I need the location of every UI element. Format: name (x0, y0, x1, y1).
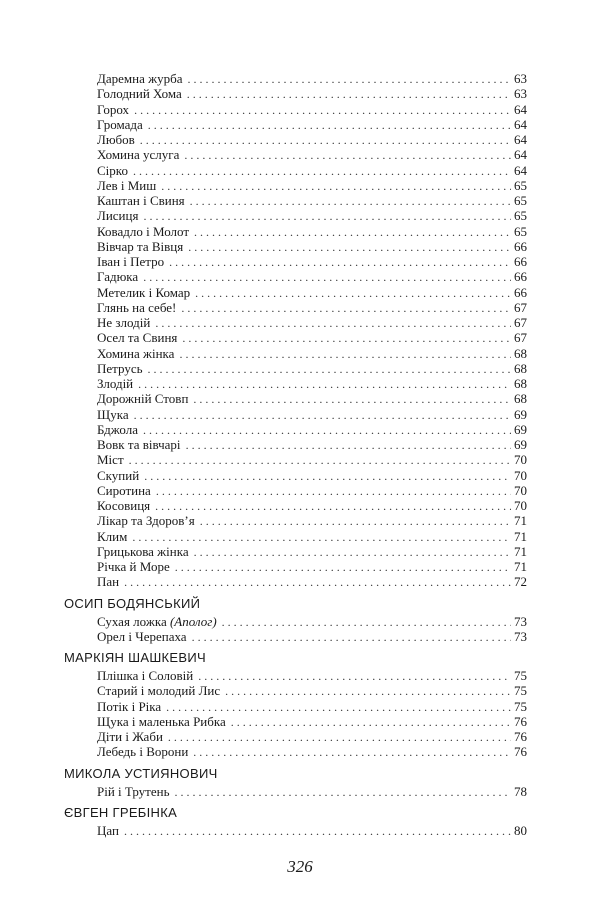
toc-entry-page: 76 (514, 729, 527, 744)
toc-entry-page: 76 (514, 713, 527, 729)
entry-title-text: Горох (97, 101, 130, 117)
dot-leader (144, 469, 511, 484)
entry-title-text: Щука і маленька Рибка (97, 713, 226, 729)
entry-title-text: Цап (97, 822, 119, 838)
toc-entry-page: 67 (514, 315, 527, 330)
toc-entry-title (97, 498, 150, 513)
toc-entry (97, 483, 527, 498)
entry-title-text: Іван і Петро (97, 254, 165, 269)
entry-title-text: Метелик і Комар (97, 284, 191, 300)
toc-entry-title (97, 529, 127, 544)
toc-entry-title (97, 784, 170, 799)
entry-title-text: Злодій (97, 376, 134, 391)
toc-entry (97, 300, 527, 315)
entry-title-text: Лев і Миш (97, 177, 157, 193)
toc-entry-page: 69 (514, 421, 527, 437)
toc-entry-title (97, 422, 138, 437)
toc-entry (97, 559, 527, 574)
toc-entry-title (97, 193, 185, 208)
toc-entry (97, 729, 527, 744)
toc-entry (97, 513, 527, 528)
dot-leader (187, 72, 511, 87)
author-heading: МАРКІЯН ШАШКЕВИЧ (64, 650, 206, 665)
toc-entry-page: 65 (514, 193, 527, 208)
toc-entry-title (97, 376, 133, 391)
toc-entry (97, 193, 527, 208)
toc-entry (97, 269, 527, 284)
toc-entry-title (97, 224, 189, 239)
toc-entry-page: 66 (514, 238, 527, 254)
dot-leader (166, 700, 511, 715)
toc-entry-title (97, 300, 176, 315)
toc-entry (97, 714, 527, 729)
entry-title-text: Вівчар та Вівця (97, 238, 184, 254)
toc-entry-title (97, 147, 179, 162)
toc-entry-title (97, 269, 138, 284)
toc-entry-page: 69 (514, 406, 527, 422)
dot-leader (179, 347, 511, 362)
dot-leader (222, 615, 511, 630)
dot-leader (134, 103, 511, 118)
dot-leader (168, 730, 511, 745)
toc-entry-title (97, 468, 139, 483)
toc-entry-title (97, 823, 119, 838)
dot-leader (187, 87, 511, 102)
toc-entry (97, 376, 527, 391)
toc-entry (97, 346, 527, 361)
dot-leader (155, 499, 511, 514)
dot-leader (175, 560, 511, 575)
toc-entry (97, 823, 527, 838)
dot-leader (148, 362, 511, 377)
entry-title-text: Хомина услуга (97, 147, 180, 163)
entry-title-text: Клим (97, 528, 128, 544)
author-heading: ЄВГЕН ГРЕБІНКА (64, 804, 178, 820)
entry-title-text: Потік і Ріка (97, 698, 162, 714)
toc-entry (97, 683, 527, 698)
toc-entry-page: 68 (514, 345, 527, 361)
toc-entry (97, 361, 527, 376)
toc-entry-title (97, 714, 226, 729)
toc-entry-title (97, 315, 150, 330)
dot-leader (190, 194, 511, 209)
toc-entry-title (97, 361, 143, 376)
toc-entry-title (97, 729, 163, 744)
entry-title-text: Скупий (97, 467, 140, 483)
dot-leader (156, 484, 511, 499)
toc-entry-page: 70 (514, 482, 527, 498)
toc-entry-page: 67 (514, 299, 527, 315)
toc-entry (97, 629, 527, 644)
entry-title-text: Каштан і Свиня (97, 193, 185, 208)
toc-entry-page: 63 (514, 71, 527, 86)
table-of-contents (64, 71, 527, 838)
toc-entry (97, 132, 527, 147)
dot-leader (193, 745, 511, 760)
toc-entry-title (97, 574, 119, 589)
toc-entry (97, 784, 527, 799)
toc-entry-title (97, 285, 190, 300)
entry-title-text: Голодний Хома (97, 86, 182, 102)
page-number: 326 (287, 857, 313, 876)
toc-entry (97, 224, 527, 239)
toc-entry-title (97, 559, 170, 574)
entry-title-text: Плішка і Соловій (97, 668, 194, 683)
dot-leader (148, 118, 511, 133)
entry-title-text: Сухая ложка (97, 613, 167, 629)
toc-entry (97, 178, 527, 193)
toc-entry-title (97, 117, 143, 132)
toc-entry-title (97, 483, 151, 498)
dot-leader (129, 453, 511, 468)
toc-entry-page: 71 (514, 528, 527, 544)
toc-entry-page: 72 (514, 574, 527, 590)
entry-title-text: Даремна журба (97, 71, 183, 86)
entry-title-text: Сиротина (97, 482, 151, 498)
entry-title-text: Гадюка (97, 269, 139, 285)
entry-title-text: Хомина жінка (97, 345, 175, 361)
toc-entry-page: 70 (514, 452, 527, 468)
toc-entry-title (97, 513, 195, 528)
toc-entry-title (97, 163, 128, 178)
dot-leader (143, 270, 511, 285)
toc-entry-title (97, 614, 217, 629)
toc-entry-title (97, 330, 177, 345)
entry-title-text: Лебедь і Ворони (97, 744, 189, 760)
entry-title-text: Сірко (97, 162, 128, 178)
toc-entry-page: 73 (514, 628, 527, 644)
toc-entry-page: 65 (514, 208, 527, 224)
toc-entry-title (97, 132, 135, 147)
dot-leader (195, 286, 511, 301)
toc-entry (97, 102, 527, 117)
toc-entry-page: 63 (514, 86, 527, 102)
entry-title-text: Любов (97, 132, 135, 147)
author-heading: МИКОЛА УСТИЯНОВИЧ (64, 765, 218, 781)
toc-entry (97, 285, 527, 300)
dot-leader (231, 715, 511, 730)
toc-entry-title (97, 744, 188, 759)
toc-entry-title (97, 86, 182, 101)
dot-leader (124, 575, 511, 590)
author-heading: ОСИП БОДЯНСЬКИЙ (64, 595, 201, 611)
toc-entry-page: 66 (514, 269, 527, 285)
toc-entry (97, 468, 527, 483)
toc-entry (97, 544, 527, 559)
toc-entry (97, 529, 527, 544)
toc-entry-title (97, 699, 161, 714)
toc-entry-title (97, 668, 193, 683)
dot-leader (134, 408, 511, 423)
dot-leader (140, 133, 511, 148)
toc-entry-title (97, 346, 174, 361)
toc-entry-title (97, 208, 138, 223)
toc-entry-page: 70 (514, 467, 527, 483)
entry-title-text: Ковадло і Молот (97, 223, 190, 239)
toc-entry (97, 71, 527, 86)
dot-leader (198, 669, 511, 684)
toc-entry (97, 574, 527, 589)
toc-entry-page: 66 (514, 284, 527, 300)
toc-entry-title (97, 683, 220, 698)
dot-leader (132, 530, 511, 545)
toc-entry-title (97, 452, 124, 467)
toc-entry (97, 699, 527, 714)
entry-title-text: Косовиця (97, 498, 151, 513)
toc-entry-page: 80 (514, 822, 527, 838)
toc-entry-page: 78 (514, 783, 527, 799)
entry-title-text: Діти і Жаби (97, 729, 163, 744)
toc-entry-page: 64 (514, 101, 527, 117)
dot-leader (184, 148, 511, 163)
entry-title-text: Орел і Черепаха (97, 628, 187, 644)
dot-leader (193, 392, 511, 407)
toc-entry (97, 86, 527, 101)
entry-title-text: Річка й Море (97, 559, 170, 574)
dot-leader (200, 514, 511, 529)
toc-entry-title (97, 437, 181, 452)
toc-entry-page: 65 (514, 177, 527, 193)
toc-entry (97, 117, 527, 132)
dot-leader (133, 164, 511, 179)
toc-entry-page: 64 (514, 116, 527, 132)
toc-entry (97, 315, 527, 330)
toc-entry-title (97, 629, 187, 644)
dot-leader (175, 785, 511, 800)
toc-entry-page: 71 (514, 559, 527, 574)
entry-title-text: Щука (97, 406, 129, 422)
entry-title-text: Бджола (97, 421, 138, 437)
toc-entry-title (97, 102, 129, 117)
toc-entry (97, 614, 527, 629)
entry-title-text: Глянь на себе! (97, 299, 177, 315)
toc-entry (97, 452, 527, 467)
toc-entry (97, 744, 527, 759)
dot-leader (161, 179, 511, 194)
dot-leader (124, 824, 511, 839)
toc-entry-page: 67 (514, 330, 527, 346)
entry-title-text: Громада (97, 116, 143, 132)
toc-entry (97, 330, 527, 345)
dot-leader (155, 316, 511, 331)
toc-entry (97, 391, 527, 406)
toc-entry (97, 147, 527, 162)
dot-leader (143, 423, 511, 438)
dot-leader (182, 331, 511, 346)
toc-entry-page: 75 (514, 668, 527, 683)
toc-entry (97, 498, 527, 513)
toc-entry (97, 437, 527, 452)
entry-title-text: Лікар та Здоров’я (97, 513, 195, 529)
toc-entry-title (97, 391, 188, 406)
dot-leader (188, 240, 511, 255)
entry-title-text: Не злодій (97, 315, 151, 330)
toc-entry-page: 70 (514, 498, 527, 513)
toc-entry-page: 64 (514, 132, 527, 147)
toc-entry-title (97, 544, 189, 559)
entry-title-text: Дорожній Стовп (97, 391, 189, 407)
toc-entry-page: 68 (514, 376, 527, 391)
toc-entry (97, 422, 527, 437)
dot-leader (192, 630, 511, 645)
entry-title-text: Пан (97, 574, 120, 590)
entry-title-text: Рій і Трутень (97, 783, 170, 799)
toc-entry-page: 75 (514, 683, 527, 699)
toc-entry-title (97, 71, 182, 86)
toc-entry-page: 71 (514, 513, 527, 529)
toc-entry (97, 407, 527, 422)
dot-leader (169, 255, 511, 270)
toc-entry-page: 71 (514, 543, 527, 559)
dot-leader (138, 377, 511, 392)
dot-leader (186, 438, 511, 453)
toc-entry-page: 73 (514, 613, 527, 629)
toc-entry-page: 68 (514, 360, 527, 376)
entry-title-text: Петрусь (97, 360, 143, 376)
toc-entry-page: 68 (514, 391, 527, 407)
toc-entry-page: 69 (514, 437, 527, 452)
toc-entry-title (97, 254, 164, 269)
toc-entry (97, 239, 527, 254)
dot-leader (143, 209, 511, 224)
toc-entry-page: 65 (514, 223, 527, 239)
toc-entry-page: 75 (514, 698, 527, 714)
entry-title-text: Старий і молодий Лис (97, 683, 221, 699)
toc-entry-title (97, 239, 183, 254)
dot-leader (194, 225, 511, 240)
toc-entry-title (97, 407, 129, 422)
toc-entry (97, 254, 527, 269)
entry-title-text: Лисиця (97, 208, 139, 224)
toc-entry (97, 668, 527, 683)
dot-leader (194, 545, 511, 560)
toc-entry (97, 163, 527, 178)
entry-title-text: Грицькова жінка (97, 543, 189, 559)
toc-entry (97, 208, 527, 223)
toc-entry-page: 66 (514, 254, 527, 269)
entry-title-text: Вовк та вівчарі (97, 437, 181, 452)
toc-entry-page: 64 (514, 162, 527, 178)
dot-leader (181, 301, 511, 316)
entry-title-text: Осел та Свиня (97, 330, 178, 346)
toc-entry-page: 64 (514, 147, 527, 163)
toc-entry-title (97, 178, 156, 193)
entry-title-text: Міст (97, 452, 124, 468)
dot-leader (225, 684, 511, 699)
entry-note: (Аполог) (169, 613, 217, 629)
toc-entry-page: 76 (514, 744, 527, 760)
